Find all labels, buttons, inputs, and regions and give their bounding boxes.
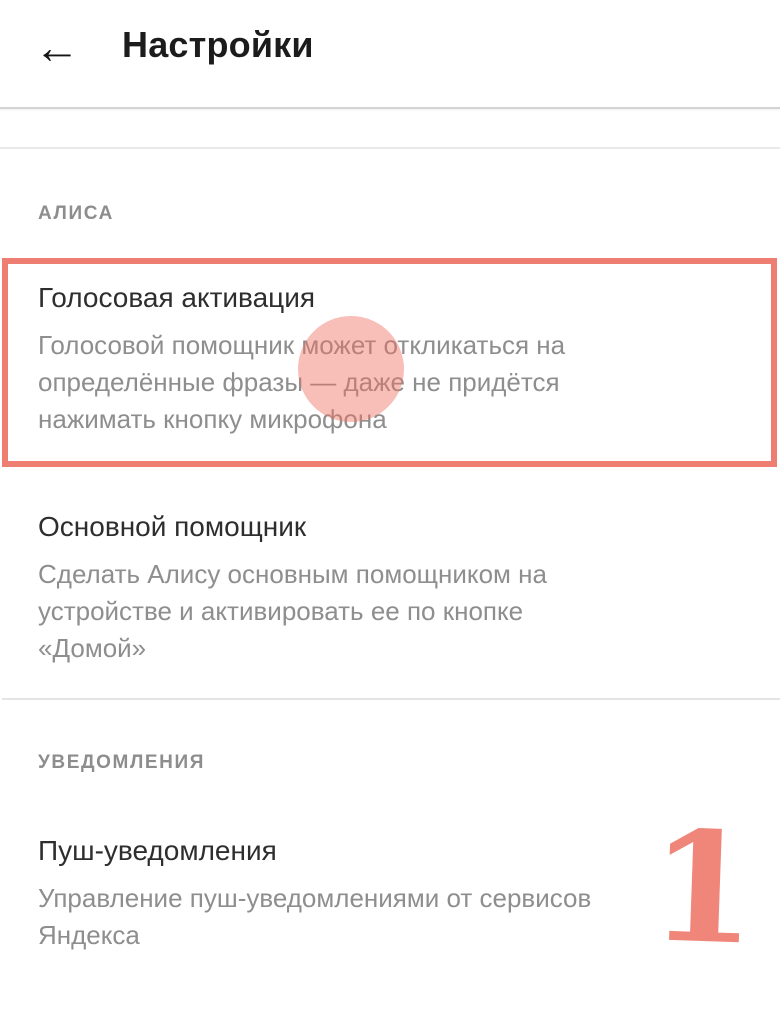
item-title: Основной помощник	[38, 511, 307, 542]
item-description: Голосовой помощник может откликаться на определённые фразы — даже не придётся нажимать кнопку микрофона	[38, 330, 566, 434]
item-title: Голосовая активация	[38, 282, 316, 313]
section-label-alisa: АЛИСА	[38, 203, 114, 224]
back-arrow-icon: ←	[34, 21, 80, 73]
section-divider	[2, 698, 780, 700]
step-number-annotation: 1	[646, 796, 759, 979]
back-button[interactable]	[28, 18, 86, 76]
item-description: Управление пуш-уведомлениями от сервисов Яндекса	[38, 883, 592, 950]
item-description: Сделать Алису основным помощником на устройстве и активировать ее по кнопке «Домой»	[38, 559, 547, 663]
item-title: Пуш-уведомления	[38, 835, 277, 866]
list-item-voice-activation[interactable]	[38, 281, 740, 438]
page-title: Настройки	[122, 24, 314, 65]
list-item-push-notifications[interactable]	[38, 834, 740, 954]
list-item-main-assistant[interactable]	[38, 510, 740, 667]
app-bar	[0, 0, 780, 109]
section-label-notifications: УВЕДОМЛЕНИЯ	[38, 752, 205, 773]
header-divider	[0, 147, 780, 149]
